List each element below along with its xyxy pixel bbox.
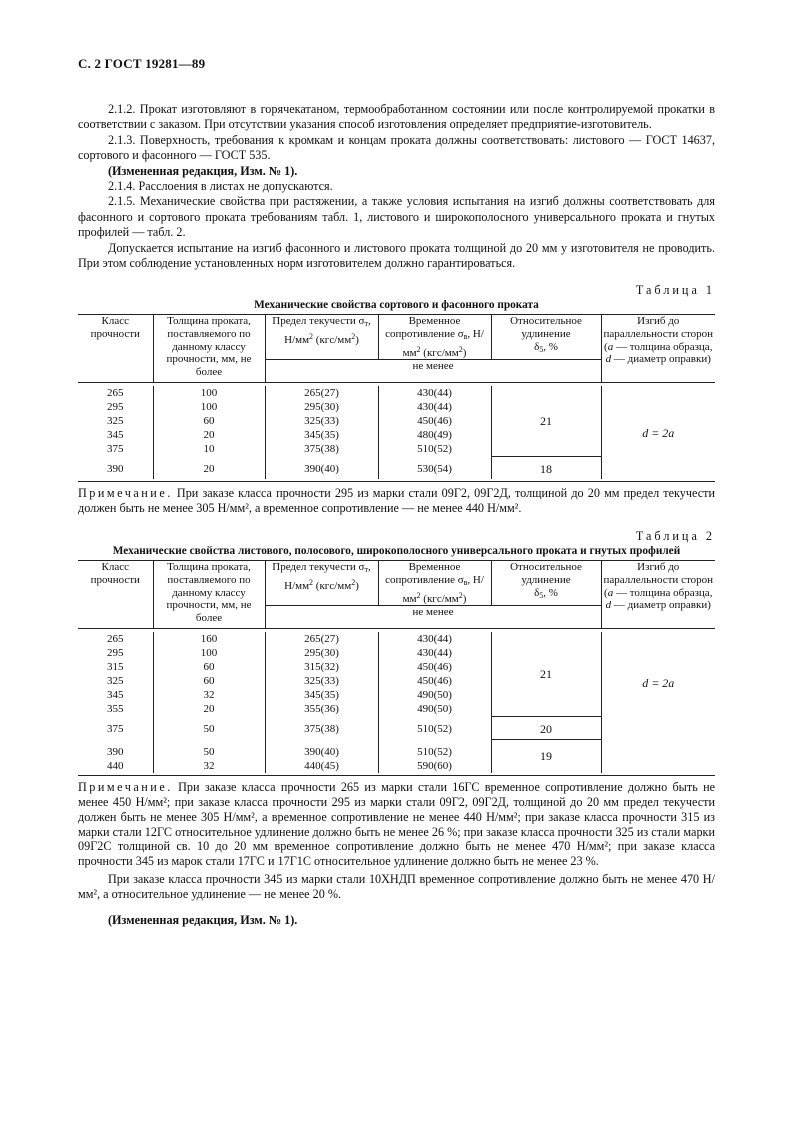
table-1-note: Примечание. При заказе класса прочности 295 из марки стали 09Г2, 09Г2Д, толщиной до 20 мм предел текучести должен быть не менее 305 Н/мм², а временное сопротивление — не менее 440 Н/мм². (78, 485, 715, 515)
paragraph-2-1-3: 2.1.3. Поверхность, требования к кромкам и концам проката должны соответствовать: листового — ГОСТ 14637, сортового и фасонного — ГОСТ 535. (78, 132, 715, 163)
col-header-klass: Класс прочности (78, 315, 153, 383)
col-header-bend: Изгиб до параллельности сторон (а — толщина образца, d — диаметр оправки) (601, 315, 715, 383)
paragraph-2-1-2: 2.1.2. Прокат изготовляют в горячекатаном, термообработанном состоянии или после контролируемой прокатки в соответствии с заказом. При отсутствии указания способ изготовления определяет предприятие-изготовитель. (78, 102, 715, 132)
table-2-note: Примечание. При заказе класса прочности 265 из марки стали 16ГС временное сопротивление должно быть не менее 450 Н/мм²; при заказе класса прочности 295 из марки стали 09Г2, 09Г2Д, толщиной до 20 мм предел текучести должен быть не менее 305 Н/мм², а временное сопротивление не менее 440 Н/мм²; при заказе класса прочности 315 из марки стали 12ГС относительное удлинение должно быть не менее 26 %; при заказе класса прочности 325 из стали марки 09Г2С толщиной св. 10 до 20 мм временное сопротивление должно быть не менее 470 Н/мм²; при заказе класса прочности 345 из марок стали 17ГС и 17Г1С относительное удлинение должно быть не менее 23 %. (78, 780, 715, 869)
bend-cell: d = 2a (601, 386, 715, 479)
paragraph-2-1-4: 2.1.4. Расслоения в листах не допускаются. (108, 179, 333, 194)
elongation-cell: 19 (491, 739, 601, 773)
table-2-extra-note: При заказе класса прочности 345 из марки стали 10ХНДП временное сопротивление должно быть не менее 470 Н/мм², а относительное удлинение — не менее 20 %. (78, 871, 715, 902)
yield-cell: 265(27) 295(30) 325(33) 345(35) 375(38) (265, 386, 378, 456)
table-1-number: Таблица 1 (635, 283, 715, 298)
col-header-bend: Изгиб до параллельности сторон (а — толщина образца, d — диаметр оправки) (601, 561, 715, 629)
thickness-cell: 160 100 60 60 32 20 (153, 632, 265, 716)
table-row (78, 632, 715, 716)
col-header-yield: Предел текучести $\sigma_т$, $Н/мм^2$ $(кгс/мм^2)$ (265, 561, 378, 606)
klass-cell: 390 (107, 463, 124, 476)
col-header-thickness: Толщина проката, поставляемого по данному классу прочности, мм, не более (153, 315, 265, 383)
col-header-ne-menee: не менее (265, 360, 601, 383)
col-header-thickness: Толщина проката, поставляемого по данному классу прочности, мм, не более (153, 561, 265, 629)
table-2 (78, 560, 715, 776)
table-1-title: Механические свойства сортового и фасонного проката (254, 299, 539, 312)
paragraph-2-1-5: 2.1.5. Механические свойства при растяжении, а также условия испытания на изгиб должны соответствовать для фасонного и сортового проката требованиям табл. 1, листового и широкополосного универсального проката и гнутых профилей — табл. 2. (78, 194, 715, 240)
col-header-tensile: Временное сопротивление $\sigma_в$, $Н/мм^2$ $(кгс/мм^2)$ (378, 315, 491, 360)
elongation-cell: 18 (491, 456, 601, 479)
yield-cell: 390(40) 440(45) (265, 739, 378, 773)
tensile-cell: 510(52) 590(60) (378, 739, 491, 773)
tensile-cell: 510(52) (378, 716, 491, 739)
document-page (78, 56, 715, 928)
col-header-tensile: Временное сопротивление $\sigma_в$, $Н/мм^2$ $(кгс/мм^2)$ (378, 561, 491, 606)
paragraph-bend-test: Допускается испытание на изгиб фасонного и листового проката толщиной до 20 мм у изготовителя не проводить. При этом соблюдение установленных норм изготовителем должно гарантироваться. (78, 240, 715, 271)
yield-cell: 375(38) (265, 716, 378, 739)
thickness-cell: 100 100 60 20 10 (153, 386, 265, 456)
col-header-ne-menee: не менее (265, 606, 601, 629)
page-header: С. 2 ГОСТ 19281—89 (78, 56, 206, 71)
table-2-title: Механические свойства листового, полосового, широкополосного универсального проката и гнутых профилей (112, 545, 681, 558)
klass-cell: 265 295 315 325 345 355 (107, 633, 124, 716)
thickness-cell: 50 32 (153, 739, 265, 773)
col-header-elongation: Относительное удлинение $\delta_5$, % (491, 561, 601, 606)
bend-cell: d = 2a (601, 632, 715, 773)
table-row (78, 386, 715, 456)
edit-note-footer: (Измененная редакция, Изм. № 1). (108, 912, 298, 927)
col-header-elongation: Относительное удлинение $\delta_5$, % (491, 315, 601, 360)
elongation-cell: 21 (491, 632, 601, 716)
elongation-cell: 20 (491, 716, 601, 739)
tensile-cell: 530(54) (378, 456, 491, 479)
table-2-number: Таблица 2 (635, 529, 715, 544)
yield-cell: 390(40) (265, 456, 378, 479)
yield-cell: 265(27) 295(30) 315(32) 325(33) 345(35) 355(36) (265, 632, 378, 716)
elongation-cell: 21 (491, 386, 601, 456)
tensile-cell: 430(44) 430(44) 450(46) 480(49) 510(52) (378, 386, 491, 456)
col-header-klass: Класс прочности (78, 561, 153, 629)
tensile-cell: 430(44) 430(44) 450(46) 450(46) 490(50) 490(50) (378, 632, 491, 716)
col-header-yield: Предел текучести $\sigma_т$, $Н/мм^2$ $(кгс/мм^2)$ (265, 315, 378, 360)
thickness-cell: 20 (153, 456, 265, 479)
klass-cell: 375 (107, 723, 124, 736)
edit-note: (Измененная редакция, Изм. № 1). (108, 163, 298, 178)
thickness-cell: 50 (153, 716, 265, 739)
klass-cell: 265 295 325 345 375 (107, 387, 124, 456)
table-1 (78, 314, 715, 481)
klass-cell: 390 440 (107, 746, 124, 773)
